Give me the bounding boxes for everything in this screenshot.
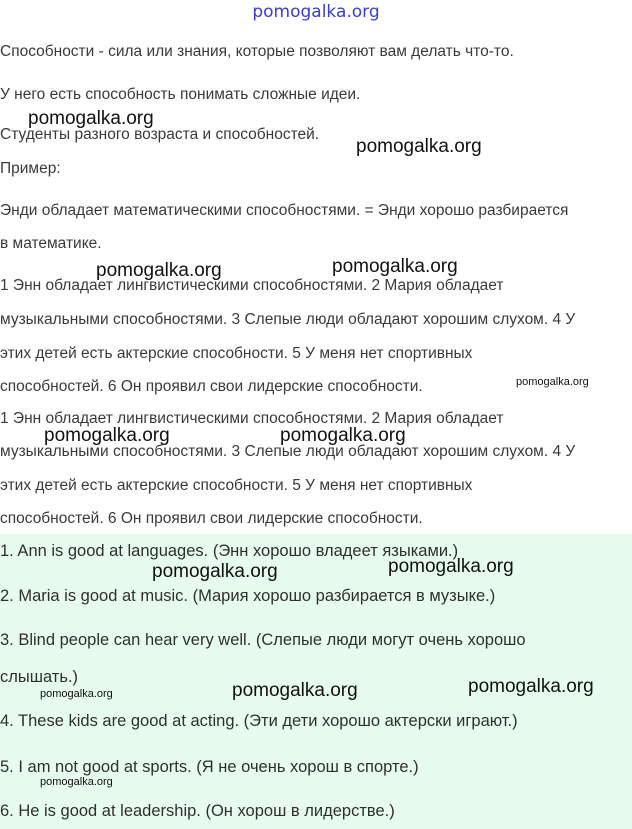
block1-line-3: этих детей есть актерские способности. 5 У меня нет спортивных — [0, 345, 473, 362]
watermark: pomogalka.org — [152, 561, 278, 582]
example-sentence-2: Студенты разного возраста и способностей. — [0, 126, 320, 143]
answer-1: 1. Ann is good at languages. (Энн хорошо владеет языками.) — [0, 542, 459, 560]
watermark: pomogalka.org — [28, 108, 154, 129]
watermark: pomogalka.org — [280, 425, 406, 446]
watermark: pomogalka.org — [232, 680, 358, 701]
answer-2: 2. Maria is good at music. (Мария хорошо разбирается в музыке.) — [0, 587, 496, 605]
sample-line-2: в математике. — [0, 235, 102, 252]
block1-line-2: музыкальными способностями. 3 Слепые люди обладают хорошим слухом. 4 У — [0, 311, 576, 328]
answer-3-continued: слышать.) — [0, 668, 79, 686]
block2-line-3: этих детей есть актерские способности. 5 У меня нет спортивных — [0, 477, 473, 494]
watermark: pomogalka.org — [40, 688, 113, 700]
block2-line-1: 1 Энн обладает лингвистическими способностями. 2 Мария обладает — [0, 410, 504, 427]
site-header-link[interactable]: pomogalka.org — [252, 2, 380, 22]
sample-line-1: Энди обладает математическими способностями. = Энди хорошо разбирается — [0, 202, 569, 219]
watermark: pomogalka.org — [388, 556, 514, 577]
answer-6: 6. He is good at leadership. (Он хорош в лидерстве.) — [0, 802, 395, 820]
watermark: pomogalka.org — [468, 676, 594, 697]
watermark: pomogalka.org — [40, 776, 113, 788]
block1-line-4: способностей. 6 Он проявил свои лидерские способности. — [0, 378, 423, 395]
answer-3: 3. Blind people can hear very well. (Слепые люди могут очень хорошо — [0, 631, 526, 649]
block1-line-1: 1 Энн обладает лингвистическими способностями. 2 Мария обладает — [0, 277, 504, 294]
answer-4: 4. These kids are good at acting. (Эти дети хорошо актерски играют.) — [0, 712, 518, 730]
example-sentence-1: У него есть способность понимать сложные идеи. — [0, 86, 361, 103]
block2-line-2: музыкальными способностями. 3 Слепые люди обладают хорошим слухом. 4 У — [0, 443, 576, 460]
example-label: Пример: — [0, 160, 61, 177]
definition-text: Способности - сила или знания, которые позволяют вам делать что-то. — [0, 43, 514, 60]
watermark: pomogalka.org — [516, 376, 589, 388]
answer-5: 5. I am not good at sports. (Я не очень хорош в спорте.) — [0, 758, 419, 776]
watermark: pomogalka.org — [356, 136, 482, 157]
block2-line-4: способностей. 6 Он проявил свои лидерские способности. — [0, 510, 423, 527]
watermark: pomogalka.org — [44, 425, 170, 446]
watermark: pomogalka.org — [96, 260, 222, 281]
watermark: pomogalka.org — [332, 256, 458, 277]
